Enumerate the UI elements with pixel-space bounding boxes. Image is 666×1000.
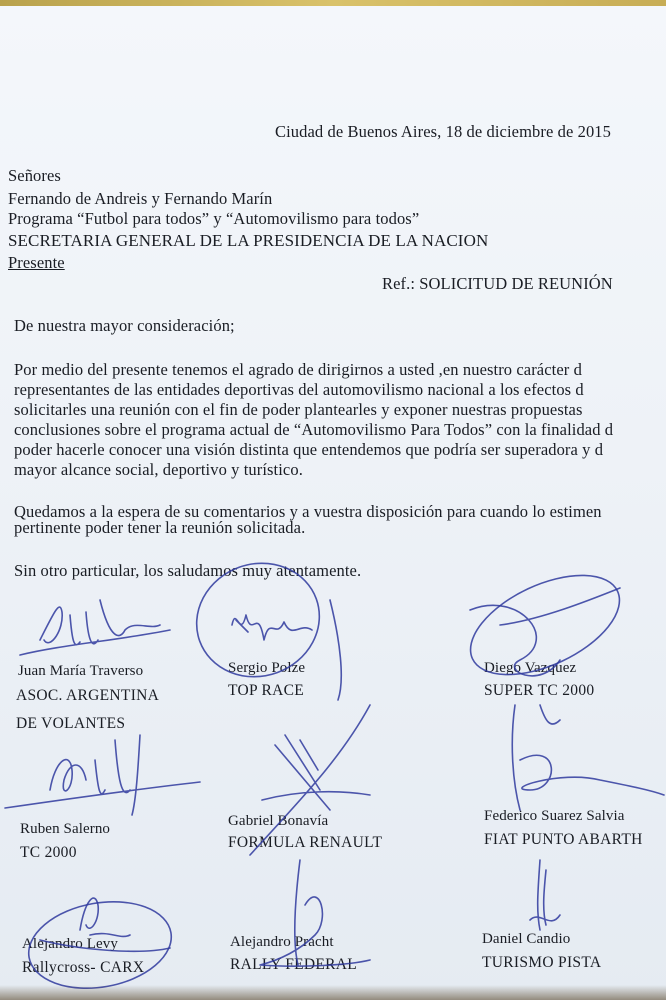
signatory-org: Rallycross- CARX xyxy=(22,959,145,976)
signatory-name: Ruben Salerno xyxy=(20,821,111,837)
signatory-org: ASOC. ARGENTINA xyxy=(16,687,160,704)
body1-line: representantes de las entidades deportivas del automovilismo nacional a los efectos d xyxy=(14,380,584,399)
signatory-org: FIAT PUNTO ABARTH xyxy=(484,831,643,848)
signatory-name: Juan María Traverso xyxy=(18,663,144,679)
body1-line: conclusiones sobre el programa actual de “Automovilismo Para Todos” con la finalidad d xyxy=(14,420,614,439)
recipient-program: Programa “Futbol para todos” y “Automovilismo para todos” xyxy=(8,209,420,228)
signatory-name: Federico Suarez Salvia xyxy=(484,808,625,824)
body1-line: solicitarles una reunión con el fin de poder plantearles y exponer nuestras propuestas xyxy=(14,400,583,419)
signature-salerno xyxy=(5,735,200,815)
signatory-org: DE VOLANTES xyxy=(16,715,126,732)
body1-line: mayor alcance social, deportivo y turístico. xyxy=(14,460,303,479)
signatory-org: FORMULA RENAULT xyxy=(228,834,383,851)
recipient-office: SECRETARIA GENERAL DE LA PRESIDENCIA DE LA NACION xyxy=(8,231,489,250)
signatory-org: SUPER TC 2000 xyxy=(484,682,595,699)
body2-line: Quedamos a la espera de su comentarios y a vuestra disposición para cuando lo estimen xyxy=(14,502,602,521)
signatory-name: Alejandro Pracht xyxy=(230,934,334,950)
recipient-presente: Presente xyxy=(8,253,65,272)
closing-line: Sin otro particular, los saludamos muy atentamente. xyxy=(14,561,362,580)
signature-traverso xyxy=(20,600,170,655)
signatory-org: RALLY FEDERAL xyxy=(230,956,358,973)
signatory-org: TC 2000 xyxy=(20,844,77,861)
recipient-names: Fernando de Andreis y Fernando Marín xyxy=(8,189,273,208)
paper-top-edge xyxy=(0,0,666,6)
signatory-name: Diego Vazquez xyxy=(484,660,577,676)
signatory-name: Alejandro Levy xyxy=(22,936,118,952)
signatory-name: Sergio Polze xyxy=(228,660,306,676)
signatory-name: Daniel Candio xyxy=(482,931,571,947)
signature-suarez-salvia xyxy=(512,705,664,810)
body1-line: Por medio del presente tenemos el agrado de dirigirnos a usted ,en nuestro carácter d xyxy=(14,360,582,379)
paper-bottom-shadow xyxy=(0,985,666,1000)
signature-candio xyxy=(530,860,560,930)
signatory-name: Gabriel Bonavía xyxy=(228,813,329,829)
body1-line: poder hacerle conocer una visión distinta que entendemos que podría ser superadora y d xyxy=(14,440,604,459)
place-date: Ciudad de Buenos Aires, 18 de diciembre de 2015 xyxy=(275,122,612,141)
greeting: De nuestra mayor consideración; xyxy=(14,316,235,335)
recipient-salutation: Señores xyxy=(8,166,61,185)
body2-line: pertinente poder tener la reunión solicitada. xyxy=(14,518,306,537)
reference-line: Ref.: SOLICITUD DE REUNIÓN xyxy=(382,274,613,293)
signatory-org: TURISMO PISTA xyxy=(482,954,602,971)
signatory-org: TOP RACE xyxy=(228,682,305,699)
